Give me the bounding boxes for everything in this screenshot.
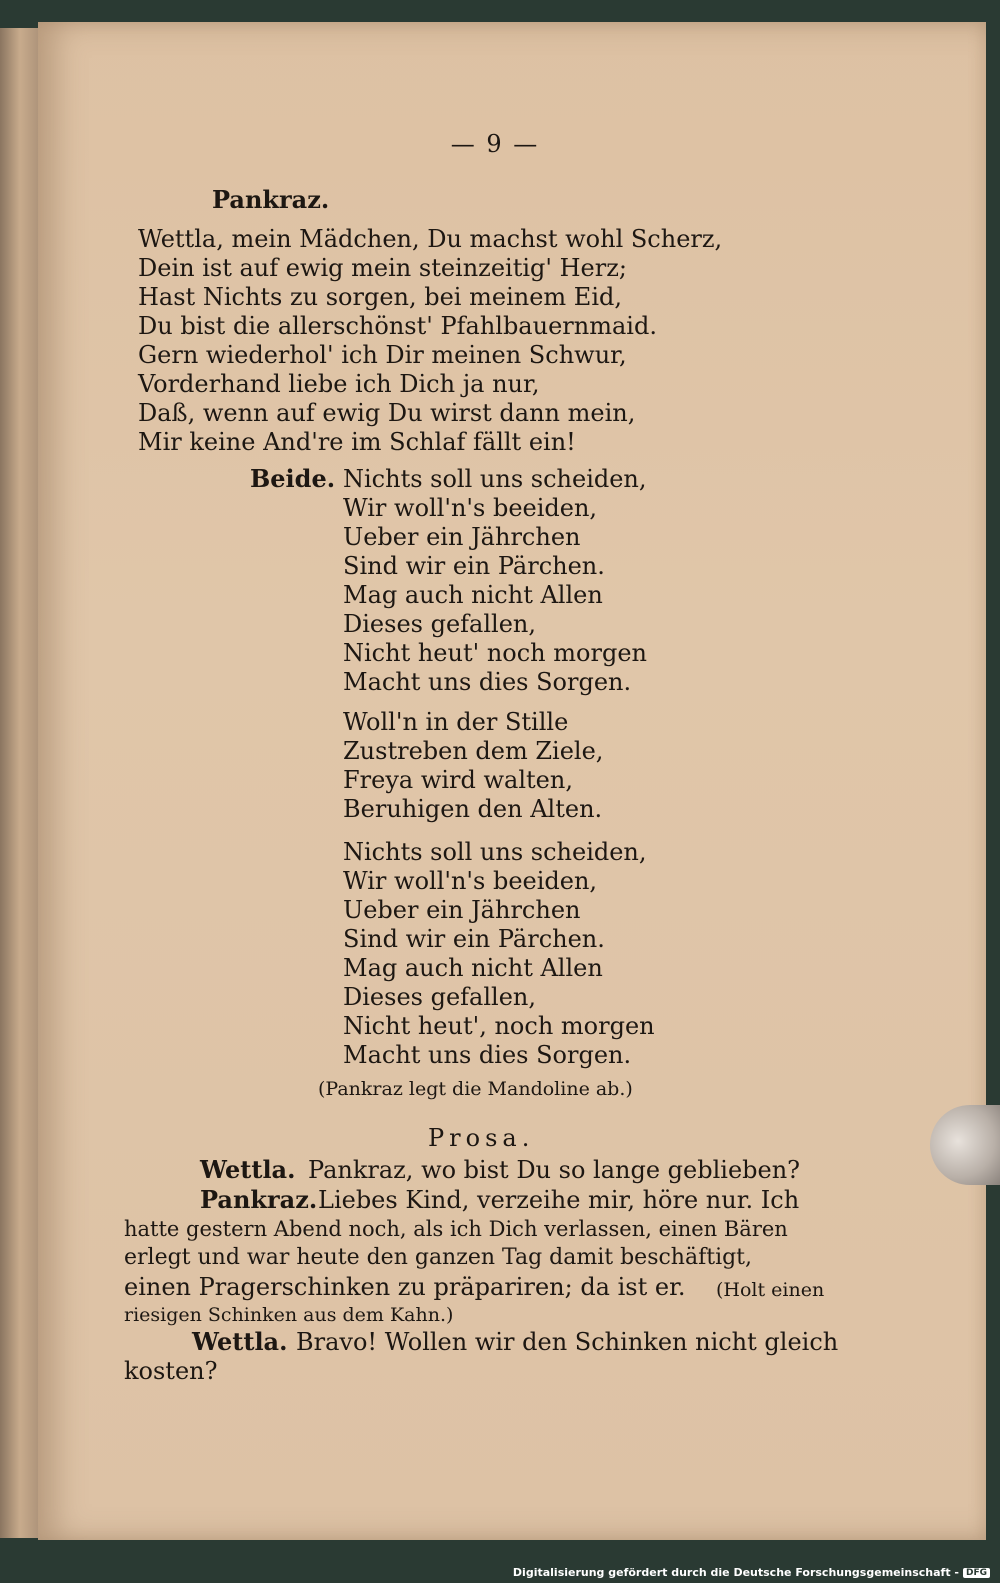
prose-line: Pankraz, wo bist Du so lange geblieben? xyxy=(308,1156,801,1184)
prose-line: Liebes Kind, verzeihe mir, höre nur. Ich xyxy=(318,1186,800,1214)
digitization-credit xyxy=(513,1566,990,1579)
verse-line: Macht uns dies Sorgen. xyxy=(343,1041,632,1069)
dfg-logo: DFG xyxy=(963,1568,990,1578)
prose-line: erlegt und war heute den ganzen Tag damit beschäftigt, xyxy=(124,1245,753,1270)
verse-line: Sind wir ein Pärchen. xyxy=(343,925,605,953)
speaker-name: Wettla. xyxy=(200,1155,296,1184)
credit-text: Digitalisierung gefördert durch die Deutsche Forschungsgemeinschaft - xyxy=(512,1566,959,1579)
verse-line: Nichts soll uns scheiden, xyxy=(343,838,647,866)
stage-direction: riesigen Schinken aus dem Kahn.) xyxy=(124,1304,454,1326)
verse-line: Nichts soll uns scheiden, xyxy=(343,465,647,493)
verse-line: Ueber ein Jährchen xyxy=(343,523,581,551)
verse-line: Ueber ein Jährchen xyxy=(343,896,581,924)
verse-line: Woll'n in der Stille xyxy=(343,708,569,736)
verse-line: Wir woll'n's beeiden, xyxy=(343,867,598,895)
section-heading: Prosa. xyxy=(428,1124,535,1152)
verse-line: Mag auch nicht Allen xyxy=(343,581,603,609)
verse-line: Macht uns dies Sorgen. xyxy=(343,668,632,696)
speaker-name: Pankraz. xyxy=(200,1185,318,1214)
speaker-name: Wettla. xyxy=(192,1327,288,1356)
verse-line: Beruhigen den Alten. xyxy=(343,795,603,823)
prose-line: hatte gestern Abend noch, als ich Dich verlassen, einen Bären xyxy=(124,1217,788,1241)
verse-line: Dieses gefallen, xyxy=(343,983,536,1011)
verse-line: Freya wird walten, xyxy=(343,766,573,794)
verse-line: Nicht heut' noch morgen xyxy=(343,639,647,667)
stage-direction: (Pankraz legt die Mandoline ab.) xyxy=(318,1078,633,1100)
verse-line: Zustreben dem Ziele, xyxy=(343,737,604,765)
verse-line: Sind wir ein Pärchen. xyxy=(343,552,605,580)
verse-line: Nicht heut', noch morgen xyxy=(343,1012,655,1040)
verse-line: Hast Nichts zu sorgen, bei meinem Eid, xyxy=(138,283,622,311)
stage-direction: (Holt einen xyxy=(716,1279,825,1301)
prose-line: kosten? xyxy=(124,1357,218,1385)
verse-line: Gern wiederhol' ich Dir meinen Schwur, xyxy=(138,341,627,369)
verse-line: Vorderhand liebe ich Dich ja nur, xyxy=(138,370,540,398)
verse-line: Wir woll'n's beeiden, xyxy=(343,494,598,522)
verse-line: Wettla, mein Mädchen, Du machst wohl Scherz, xyxy=(138,225,723,253)
page-number: — 9 — xyxy=(450,130,540,158)
verse-line: Du bist die allerschönst' Pfahlbauernmaid. xyxy=(138,312,657,340)
verse-line: Dein ist auf ewig mein steinzeitig' Herz; xyxy=(138,254,627,282)
prose-line: Bravo! Wollen wir den Schinken nicht gleich xyxy=(296,1328,839,1356)
verse-line: Dieses gefallen, xyxy=(343,610,536,638)
prose-line: einen Pragerschinken zu präpariren; da ist er. xyxy=(124,1273,686,1301)
verse-line: Mir keine And're im Schlaf fällt ein! xyxy=(138,428,576,456)
verse-line: Daß, wenn auf ewig Du wirst dann mein, xyxy=(138,399,636,427)
speaker-name: Pankraz. xyxy=(212,185,330,214)
verse-line: Mag auch nicht Allen xyxy=(343,954,603,982)
speaker-name: Beide. xyxy=(250,464,336,493)
